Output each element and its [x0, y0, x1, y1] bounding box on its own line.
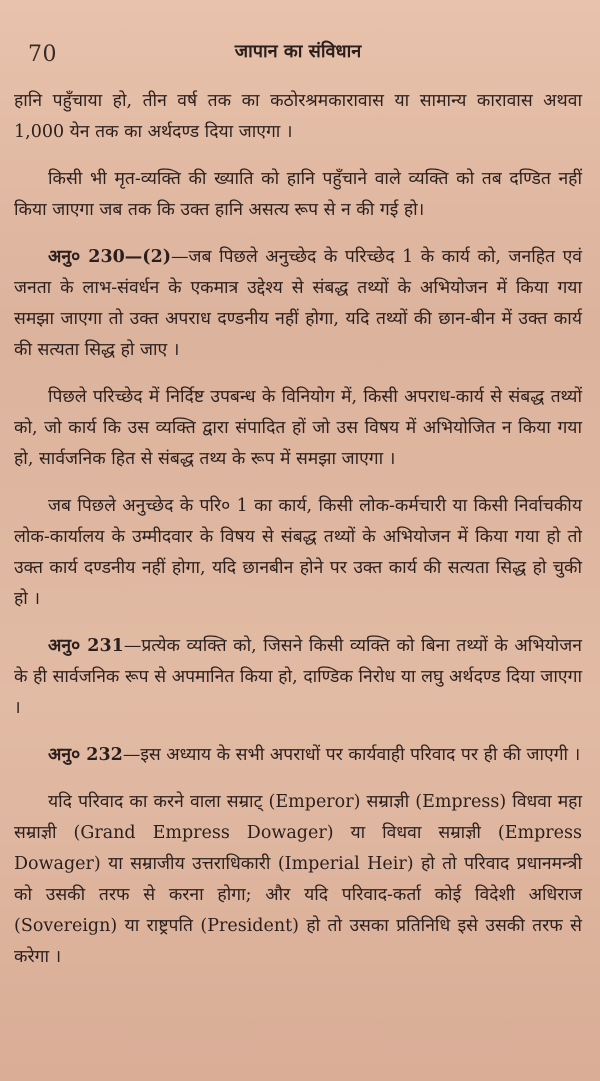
paragraph-text: हानि पहुँचाया हो, तीन वर्ष तक का कठोरश्रमकारावास या सामान्य कारावास अथवा 1,000 येन तक का अर्थदण्ड दिया जाएगा ।	[14, 91, 582, 142]
page-header	[14, 0, 582, 86]
page-number: 70	[28, 42, 57, 67]
paragraph-continuation	[14, 86, 582, 148]
article-label: अनु० 232	[48, 745, 123, 765]
paragraph-article-232	[14, 740, 582, 771]
running-title: जापान का संविधान	[234, 41, 362, 62]
paragraph-article-231	[14, 631, 582, 724]
paragraph-public-official	[14, 491, 582, 615]
paragraph-text: पिछले परिच्छेद में निर्दिष्ट उपबन्ध के विनियोग में, किसी अपराध-कार्य से संबद्ध तथ्यों को, जो कार्य कि उस व्यक्ति द्वारा संपादित हों जो उस विषय में अभियोजित न किया गया हो, सार्वजनिक हित से संबद्ध तथ्य के रूप में समझा जाएगा ।	[14, 387, 582, 469]
paragraph-article-230-2	[14, 242, 582, 366]
article-label: अनु० 230—(2)	[48, 247, 172, 267]
paragraph-text: किसी भी मृत-व्यक्ति की ख्याति को हानि पहुँचाने वाले व्यक्ति को तब दण्डित नहीं किया जाएगा जब तक कि उक्त हानि असत्य रूप से न की गई हो।	[14, 169, 582, 220]
paragraph-text: यदि परिवाद का करने वाला सम्राट् (Emperor) सम्राज्ञी (Empress) विधवा महा सम्राज्ञी (Grand Empress Dowager) या विधवा सम्राज्ञी (Empress Dowager) या सम्राजीय उत्तराधिकारी (Imperial Heir) हो तो परिवाद प्रधानमन्त्री को उसकी तरफ से करना होगा; और यदि परिवाद-कर्ता कोई विदेशी अधिराज (Sovereign) या राष्ट्रपति (President) हो तो उसका प्रतिनिधि इसे उसकी तरफ से करेगा ।	[14, 792, 582, 967]
page-body	[14, 86, 582, 973]
paragraph-imperial-complaint	[14, 787, 582, 973]
paragraph-text: —जब पिछले अनुच्छेद के परिच्छेद 1 के कार्य को, जनहित एवं जनता के लाभ-संवर्धन के एकमात्र उद्देश्य से संबद्ध तथ्यों के अभियोजन में किया गया समझा जाएगा तो उक्त अपराध दण्डनीय नहीं होगा, यदि तथ्यों की छान-बीन में उक्त कार्य की सत्यता सिद्ध हो जाए ।	[14, 247, 583, 360]
paragraph-text: जब पिछले अनुच्छेद के परि० 1 का कार्य, किसी लोक-कर्मचारी या किसी निर्वाचकीय लोक-कार्यालय के उम्मीदवार के विषय से संबद्ध तथ्यों के अभियोजन में किया गया हो तो उक्त कार्य दण्डनीय नहीं होगा, यदि छानबीन होने पर उक्त कार्य की सत्यता सिद्ध हो चुकी हो ।	[14, 496, 582, 609]
article-label: अनु० 231	[48, 636, 124, 656]
paragraph-text: —इस अध्याय के सभी अपराधों पर कार्यवाही परिवाद पर ही की जाएगी ।	[122, 745, 581, 765]
paragraph-text: —प्रत्येक व्यक्ति को, जिसने किसी व्यक्ति को बिना तथ्यों के अभियोजन के ही सार्वजनिक रूप से अपमानित किया हो, दाण्डिक निरोध या लघु अर्थदण्ड दिया जाएगा ।	[14, 636, 583, 718]
paragraph-deceased-reputation	[14, 164, 582, 226]
paragraph-provision-application	[14, 382, 582, 475]
